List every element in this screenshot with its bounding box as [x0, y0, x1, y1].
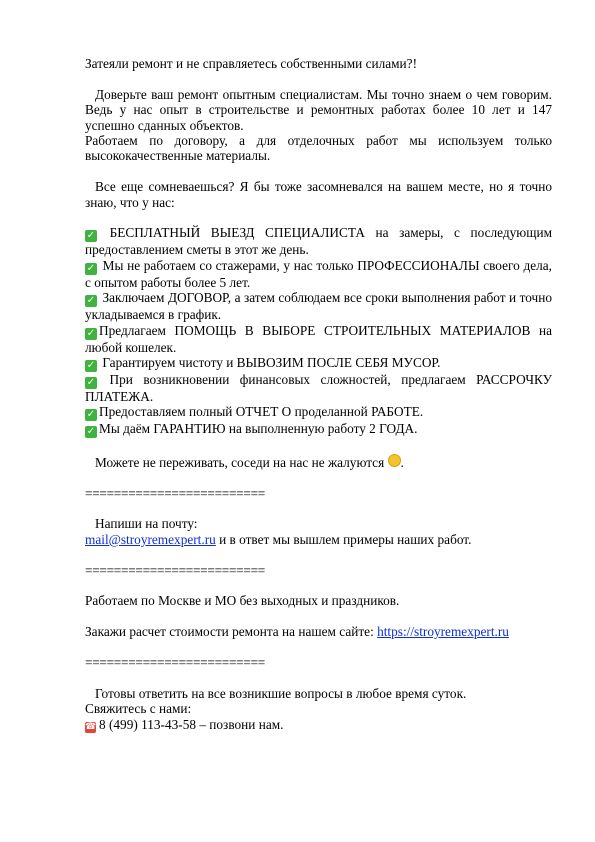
- ready-text: Готовы ответить на все возникшие вопросы в любое время суток.: [95, 685, 467, 701]
- benefit-item: ✓ БЕСПЛАТНЫЙ ВЫЕЗД СПЕЦИАЛИСТА на замеры, с последующим предоставлением сметы в этот же день.: [85, 225, 552, 258]
- check-mark-icon: ✓: [86, 295, 96, 307]
- separator: =========================: [85, 485, 265, 501]
- email-link[interactable]: mail@stroyremexpert.ru: [85, 531, 216, 547]
- check-mark-icon: ✓: [86, 360, 96, 372]
- region-text: Работаем по Москве и МО без выходных и праздников.: [85, 593, 400, 609]
- separator: =========================: [85, 655, 265, 671]
- neighbors-line: Можете не переживать, соседи на нас не жалуются .: [95, 454, 404, 470]
- winking-face-icon: [388, 454, 401, 467]
- benefit-item: ✓ Предлагаем ПОМОЩЬ В ВЫБОРЕ СТРОИТЕЛЬНЫХ МАТЕРИАЛОВ на любой кошелек.: [85, 322, 552, 355]
- check-mark-icon: ✓: [86, 426, 96, 438]
- check-mark-icon: ✓: [86, 262, 96, 274]
- doubt-paragraph: Все еще сомневаешься? Я бы тоже засомневался на вашем месте, но я точно знаю, что у нас:: [85, 179, 552, 210]
- check-mark-icon: ✓: [86, 409, 96, 421]
- benefit-item: ✓ Гарантируем чистоту и ВЫВОЗИМ ПОСЛЕ СЕБЯ МУСОР.: [86, 355, 441, 372]
- benefit-item: ✓ Заключаем ДОГОВОР, а затем соблюдаем все сроки выполнения работ и точно укладываемся в график.: [85, 290, 552, 323]
- telephone-icon: ☎: [85, 721, 97, 732]
- benefit-item: ✓ Мы не работаем со стажерами, у нас только ПРОФЕССИОНАЛЫ своего дела, с опытом работы более 5 лет.: [85, 257, 552, 290]
- phone-line: ☎ 8 (499) 113-43-58 – позвони нам.: [85, 716, 284, 732]
- contract-paragraph: Работаем по договору, а для отделочных работ мы используем только высококачественные материалы.: [85, 133, 552, 164]
- benefit-item: ✓ При возникновении финансовых сложностей, предлагаем РАССРОЧКУ ПЛАТЕЖА.: [85, 372, 553, 405]
- check-mark-icon: ✓: [86, 327, 96, 339]
- benefit-item: ✓ Предоставляем полный ОТЧЕТ О проделанной РАБОТЕ.: [86, 404, 424, 421]
- connect-text: Свяжитесь с нами:: [85, 701, 192, 717]
- benefit-item: ✓ Мы даём ГАРАНТИЮ на выполненную работу 2 ГОДА.: [86, 421, 418, 438]
- document-page: [85, 56, 552, 733]
- site-link[interactable]: https://stroyremexpert.ru: [377, 624, 509, 640]
- site-line: Закажи расчет стоимости ремонта на нашем сайте: https://stroyremexpert.ru: [85, 624, 509, 640]
- separator: =========================: [85, 562, 265, 578]
- phone-number[interactable]: 8 (499) 113-43-58: [99, 716, 196, 732]
- email-label: Напиши на почту:: [95, 516, 198, 532]
- check-mark-icon: ✓: [86, 230, 96, 242]
- headline: Затеяли ремонт и не справляетесь собственными силами?!: [85, 56, 417, 71]
- email-line: mail@stroyremexpert.ru и в ответ мы вышлем примеры наших работ.: [85, 531, 472, 547]
- intro-paragraph: Доверьте ваш ремонт опытным специалистам. Мы точно знаем о чем говорим. Ведь у нас опыт в строительстве и ремонтных работах более 10 лет и 147 успешно сданных объектов.: [85, 86, 552, 133]
- check-mark-icon: ✓: [86, 377, 96, 389]
